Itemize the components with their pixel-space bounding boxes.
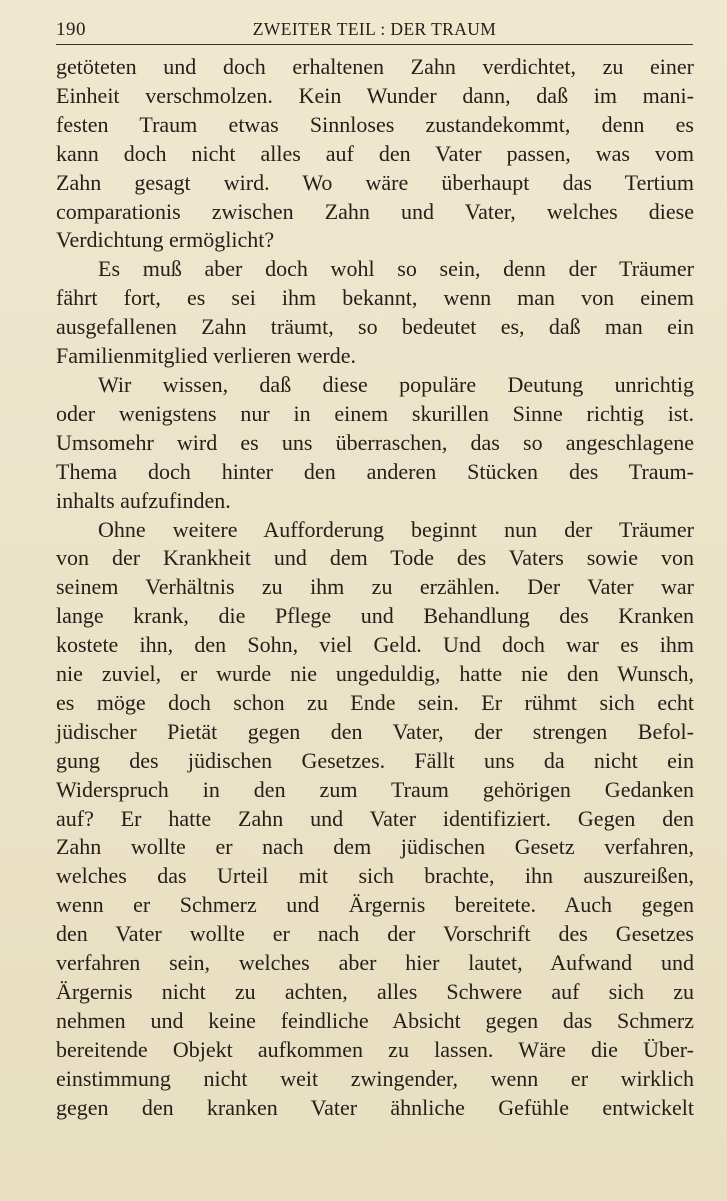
text-line: Zahn gesagt wird. Wo wäre überhaupt das Tertium: [56, 169, 694, 195]
text-line: auf? Er hatte Zahn und Vater identifiziert. Gegen den: [56, 805, 694, 831]
text-line: ausgefallenen Zahn träumt, so bedeutet es, daß man ein: [56, 314, 694, 340]
body-text: [56, 53, 694, 1123]
text-line: comparationis zwischen Zahn und Vater, welches diese: [56, 198, 694, 224]
text-line: fährt fort, es sei ihm bekannt, wenn man von einem: [56, 285, 694, 311]
text-line: gung des jüdischen Gesetzes. Fällt uns da nicht ein: [56, 747, 694, 773]
text-line: Es muß aber doch wohl so sein, denn der Träumer: [98, 256, 694, 282]
running-head: [56, 18, 693, 45]
text-line: inhalts aufzufinden.: [56, 487, 231, 513]
text-line: Widerspruch in den zum Traum gehörigen Gedanken: [56, 776, 694, 802]
text-line: den Vater wollte er nach der Vorschrift des Gesetzes: [56, 921, 694, 947]
text-line: festen Traum etwas Sinnloses zustandekommt, denn es: [56, 111, 694, 137]
text-line: von der Krankheit und dem Tode des Vaters sowie von: [56, 545, 694, 571]
text-line: seinem Verhältnis zu ihm zu erzählen. Der Vater war: [56, 574, 694, 600]
text-line: welches das Urteil mit sich brachte, ihn auszureißen,: [56, 863, 694, 889]
text-line: kann doch nicht alles auf den Vater passen, was vom: [56, 140, 694, 166]
text-line: nehmen und keine feindliche Absicht gegen das Schmerz: [56, 1007, 694, 1033]
text-line: wenn er Schmerz und Ärgernis bereitete. Auch gegen: [56, 892, 694, 918]
text-line: jüdischer Pietät gegen den Vater, der strengen Befol-: [56, 718, 694, 744]
text-line: gegen den kranken Vater ähnliche Gefühle entwickelt: [56, 1094, 694, 1120]
text-line: verfahren sein, welches aber hier lautet, Aufwand und: [56, 950, 694, 976]
text-line: Wir wissen, daß diese populäre Deutung unrichtig: [98, 371, 694, 397]
page-number: 190: [56, 19, 86, 40]
text-line: Ohne weitere Aufforderung beginnt nun der Träumer: [98, 516, 694, 542]
text-line: oder wenigstens nur in einem skurillen Sinne richtig ist.: [56, 400, 694, 426]
text-line: getöteten und doch erhaltenen Zahn verdichtet, zu einer: [56, 54, 694, 79]
text-line: Einheit verschmolzen. Kein Wunder dann, daß im mani-: [56, 82, 694, 108]
text-line: Verdichtung ermöglicht?: [56, 227, 275, 253]
text-line: Familienmitglied verlieren werde.: [56, 343, 356, 369]
text-line: lange krank, die Pflege und Behandlung des Kranken: [56, 603, 694, 629]
text-line: Ärgernis nicht zu achten, alles Schwere auf sich zu: [56, 979, 694, 1004]
text-line: bereitende Objekt aufkommen zu lassen. Wäre die Über-: [56, 1036, 694, 1062]
text-line: Umsomehr wird es uns überraschen, das so angeschlagene: [56, 429, 694, 455]
text-line: einstimmung nicht weit zwingender, wenn er wirklich: [56, 1065, 694, 1091]
text-line: kostete ihn, den Sohn, viel Geld. Und doch war es ihm: [56, 632, 694, 658]
text-line: Zahn wollte er nach dem jüdischen Gesetz verfahren,: [56, 834, 694, 860]
text-line: Thema doch hinter den anderen Stücken des Traum-: [56, 458, 694, 484]
running-head-title: ZWEITER TEIL : DER TRAUM: [252, 19, 497, 39]
text-line: es möge doch schon zu Ende sein. Er rühmt sich echt: [56, 689, 694, 715]
text-line: nie zuviel, er wurde nie ungeduldig, hatte nie den Wunsch,: [56, 661, 694, 687]
